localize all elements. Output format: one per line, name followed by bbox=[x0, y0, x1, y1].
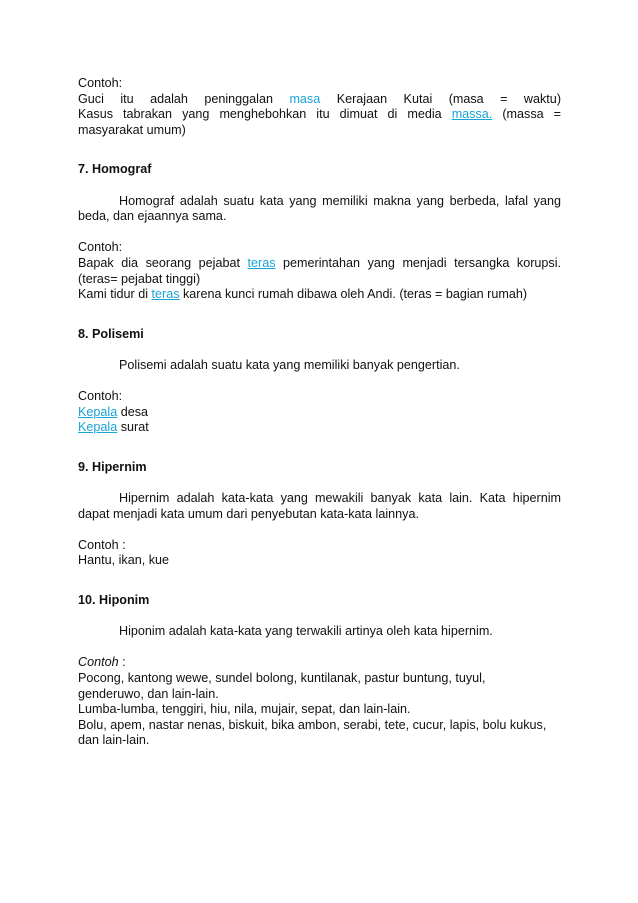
example-line: dan lain-lain. bbox=[78, 733, 150, 748]
definition-line: Hiponim adalah kata-kata yang terwakili artinya oleh kata hipernim. bbox=[119, 624, 493, 639]
section-heading: 8. Polisemi bbox=[78, 326, 144, 341]
example-line: Bolu, apem, nastar nenas, biskuit, bika ambon, serabi, tete, cucur, lapis, bolu kukus, bbox=[78, 717, 547, 732]
example-line: Hantu, ikan, kue bbox=[78, 553, 170, 568]
example-line: genderuwo, dan lain-lain. bbox=[78, 686, 219, 701]
example-line: Kepala desa bbox=[78, 404, 149, 419]
section-heading: 7. Homograf bbox=[78, 162, 152, 177]
contoh-label: Contoh: bbox=[78, 240, 123, 255]
contoh-label: Contoh : bbox=[78, 655, 126, 670]
definition-line: Polisemi adalah suatu kata yang memiliki banyak pengertian. bbox=[119, 357, 460, 372]
highlighted-word[interactable]: teras bbox=[151, 287, 180, 302]
highlighted-word[interactable]: masa bbox=[289, 91, 321, 106]
highlighted-word[interactable]: Kepala bbox=[78, 404, 118, 419]
document-page bbox=[78, 76, 561, 749]
section-hiponim bbox=[78, 593, 561, 749]
example-line: Kasus tabrakan yang menghebohkan itu dimuat di media massa. (massa = bbox=[78, 107, 562, 122]
example-line: Bapak dia seorang pejabat teras pemerintahan yang menjadi tersangka korupsi. bbox=[78, 255, 562, 270]
example-line: Kepala surat bbox=[78, 420, 149, 435]
section-homograf bbox=[78, 162, 561, 302]
section-heading: 9. Hipernim bbox=[78, 459, 147, 474]
section-homofon-examples bbox=[78, 76, 561, 138]
highlighted-word[interactable]: Kepala bbox=[78, 420, 118, 435]
definition-line: Hipernim adalah kata-kata yang mewakili banyak kata lain. Kata hipernim bbox=[119, 491, 561, 506]
definition-line: Homograf adalah suatu kata yang memiliki makna yang berbeda, lafal yang bbox=[119, 193, 561, 208]
example-line: Pocong, kantong wewe, sundel bolong, kuntilanak, pastur buntung, tuyul, bbox=[78, 671, 486, 685]
example-line: masyarakat umum) bbox=[78, 122, 186, 137]
example-line: Lumba-lumba, tenggiri, hiu, nila, mujair, sepat, dan lain-lain. bbox=[78, 702, 411, 717]
definition-line: beda, dan ejaannya sama. bbox=[78, 209, 227, 224]
highlighted-word[interactable]: teras bbox=[247, 255, 276, 270]
definition-line: dapat menjadi kata umum dari penyebutan kata-kata lainnya. bbox=[78, 506, 419, 521]
section-heading: 10. Hiponim bbox=[78, 593, 150, 608]
contoh-label: Contoh: bbox=[78, 76, 123, 90]
section-polisemi bbox=[78, 327, 561, 436]
example-line: Guci itu adalah peninggalan masa Kerajaan Kutai (masa = waktu) bbox=[78, 91, 562, 106]
section-hipernim bbox=[78, 460, 561, 569]
example-line: Kami tidur di teras karena kunci rumah dibawa oleh Andi. (teras = bagian rumah) bbox=[78, 287, 528, 302]
contoh-label: Contoh: bbox=[78, 389, 123, 404]
example-line: (teras= pejabat tinggi) bbox=[78, 271, 201, 286]
highlighted-word[interactable]: massa. bbox=[451, 107, 493, 122]
contoh-label: Contoh : bbox=[78, 537, 126, 552]
